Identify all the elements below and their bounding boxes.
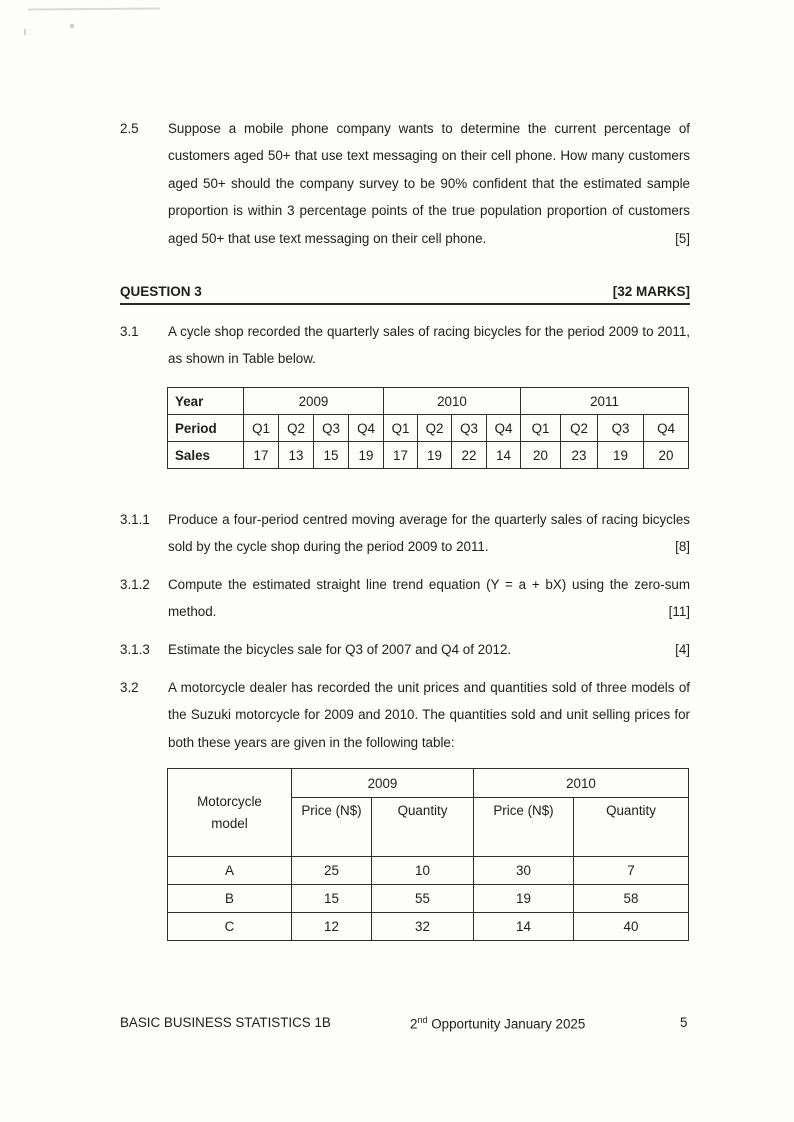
period-cell: Q3	[314, 415, 349, 442]
motorcycle-table	[167, 768, 689, 941]
sales-value-cell: 13	[279, 442, 314, 469]
value-cell: 32	[372, 913, 474, 941]
sales-value-cell: 19	[598, 442, 644, 469]
value-cell: 10	[372, 857, 474, 885]
scan-artifact	[70, 24, 74, 28]
period-cell: Q4	[644, 415, 689, 442]
year-cell: 2009	[292, 769, 474, 798]
year-value-cell: 2009	[244, 388, 384, 415]
footer-session-text: Opportunity January 2025	[431, 1016, 586, 1032]
question-text: Produce a four-period centred moving average for the quarterly sales of racing bicycles sold by the cycle shop during the period 2009 to 2011.	[168, 512, 690, 555]
question-number: 3.1.3	[120, 642, 150, 657]
table-row-model-a	[168, 857, 689, 885]
period-label-cell: Period	[168, 415, 244, 442]
question-number: 2.5	[120, 121, 139, 136]
marks-label: [4]	[675, 642, 690, 657]
sales-value-cell: 19	[418, 442, 452, 469]
table-row-model-b	[168, 885, 689, 913]
value-cell: 40	[574, 913, 689, 941]
question-number: 3.2	[120, 680, 139, 695]
question-number: 3.1.1	[120, 512, 150, 527]
sales-value-cell: 22	[452, 442, 487, 469]
year-value-cell: 2011	[521, 388, 689, 415]
question-number: 3.1.2	[120, 577, 150, 592]
page-number: 5	[680, 1015, 688, 1030]
sales-value-cell: 17	[384, 442, 418, 469]
marks-label: [8]	[675, 539, 690, 555]
marks-label: [5]	[675, 230, 690, 246]
sales-value-cell: 19	[349, 442, 384, 469]
period-cell: Q1	[521, 415, 561, 442]
question-text: A cycle shop recorded the quarterly sales of racing bicycles for the period 2009 to 2011, as shown in Table below.	[168, 324, 690, 367]
table-row-model-c	[168, 913, 689, 941]
sales-value-cell: 15	[314, 442, 349, 469]
table-row-sales	[168, 442, 689, 469]
value-cell: 7	[574, 857, 689, 885]
model-cell: A	[168, 857, 292, 885]
value-cell: 12	[292, 913, 372, 941]
scan-artifact	[28, 8, 160, 11]
question-text-body	[168, 674, 690, 756]
scan-artifact	[24, 29, 26, 35]
period-cell: Q3	[598, 415, 644, 442]
question-text-body	[168, 318, 690, 373]
question-2-5	[120, 115, 690, 252]
quarterly-sales-table	[167, 387, 689, 469]
table-row-period	[168, 415, 689, 442]
question-text-body	[168, 115, 690, 252]
table-row-year	[168, 388, 689, 415]
subheader-cell: Price (N$)	[474, 798, 574, 857]
footer-exam-session	[410, 1015, 585, 1031]
subheader-cell: Quantity	[372, 798, 474, 857]
period-cell: Q2	[279, 415, 314, 442]
model-cell: B	[168, 885, 292, 913]
question-3-1-1	[120, 506, 690, 561]
sales-value-cell: 20	[521, 442, 561, 469]
model-cell: C	[168, 913, 292, 941]
question-text: Compute the estimated straight line trend equation (Y = a + bX) using the zero-sum method.	[168, 577, 690, 620]
question-3-1	[120, 318, 690, 373]
sales-value-cell: 14	[487, 442, 521, 469]
model-header-line: Motorcycle	[197, 793, 262, 809]
marks-label: [11]	[668, 604, 690, 620]
question-3-header	[120, 283, 690, 305]
period-cell: Q4	[487, 415, 521, 442]
subheader-cell: Quantity	[574, 798, 689, 857]
period-cell: Q2	[561, 415, 598, 442]
value-cell: 30	[474, 857, 574, 885]
question-text: Suppose a mobile phone company wants to determine the current percentage of customers aged 50+ that use text messaging on their cell phone. How many customers aged 50+ should the company survey to be 90% confident that the estimated sample proportion is within 3 percentage points of the true population proportion of customers aged 50+ that use text messaging on their cell phone.	[168, 121, 690, 246]
value-cell: 58	[574, 885, 689, 913]
question-number: 3.1	[120, 324, 139, 339]
year-label-cell: Year	[168, 388, 244, 415]
period-cell: Q3	[452, 415, 487, 442]
value-cell: 19	[474, 885, 574, 913]
subheader-cell: Price (N$)	[292, 798, 372, 857]
value-cell: 55	[372, 885, 474, 913]
value-cell: 14	[474, 913, 574, 941]
value-cell: 15	[292, 885, 372, 913]
question-text-body	[168, 636, 690, 663]
question-3-2	[120, 674, 690, 756]
question-text-body	[168, 506, 690, 561]
year-value-cell: 2010	[384, 388, 521, 415]
footer-session-number: 2	[410, 1016, 418, 1032]
sales-value-cell: 17	[244, 442, 279, 469]
sales-label-cell: Sales	[168, 442, 244, 469]
model-header-line: model	[211, 815, 248, 831]
footer-session-ordinal: nd	[417, 1015, 428, 1025]
question-text-body	[168, 571, 690, 626]
period-cell: Q1	[244, 415, 279, 442]
section-title: QUESTION 3	[120, 284, 202, 299]
footer-course-title: BASIC BUSINESS STATISTICS 1B	[120, 1015, 331, 1030]
question-text: Estimate the bicycles sale for Q3 of 2007 and Q4 of 2012.	[168, 642, 512, 657]
question-3-1-3	[120, 636, 690, 663]
question-text: A motorcycle dealer has recorded the unit prices and quantities sold of three models of the Suzuki motorcycle for 2009 and 2010. The quantities sold and unit selling prices for both these years are given in the following table:	[168, 680, 690, 750]
period-cell: Q4	[349, 415, 384, 442]
sales-value-cell: 23	[561, 442, 598, 469]
period-cell: Q2	[418, 415, 452, 442]
section-marks: [32 MARKS]	[612, 284, 690, 299]
period-cell: Q1	[384, 415, 418, 442]
table-row-years	[168, 769, 689, 798]
question-3-1-2	[120, 571, 690, 626]
year-cell: 2010	[474, 769, 689, 798]
model-header-cell	[168, 769, 292, 857]
sales-value-cell: 20	[644, 442, 689, 469]
value-cell: 25	[292, 857, 372, 885]
